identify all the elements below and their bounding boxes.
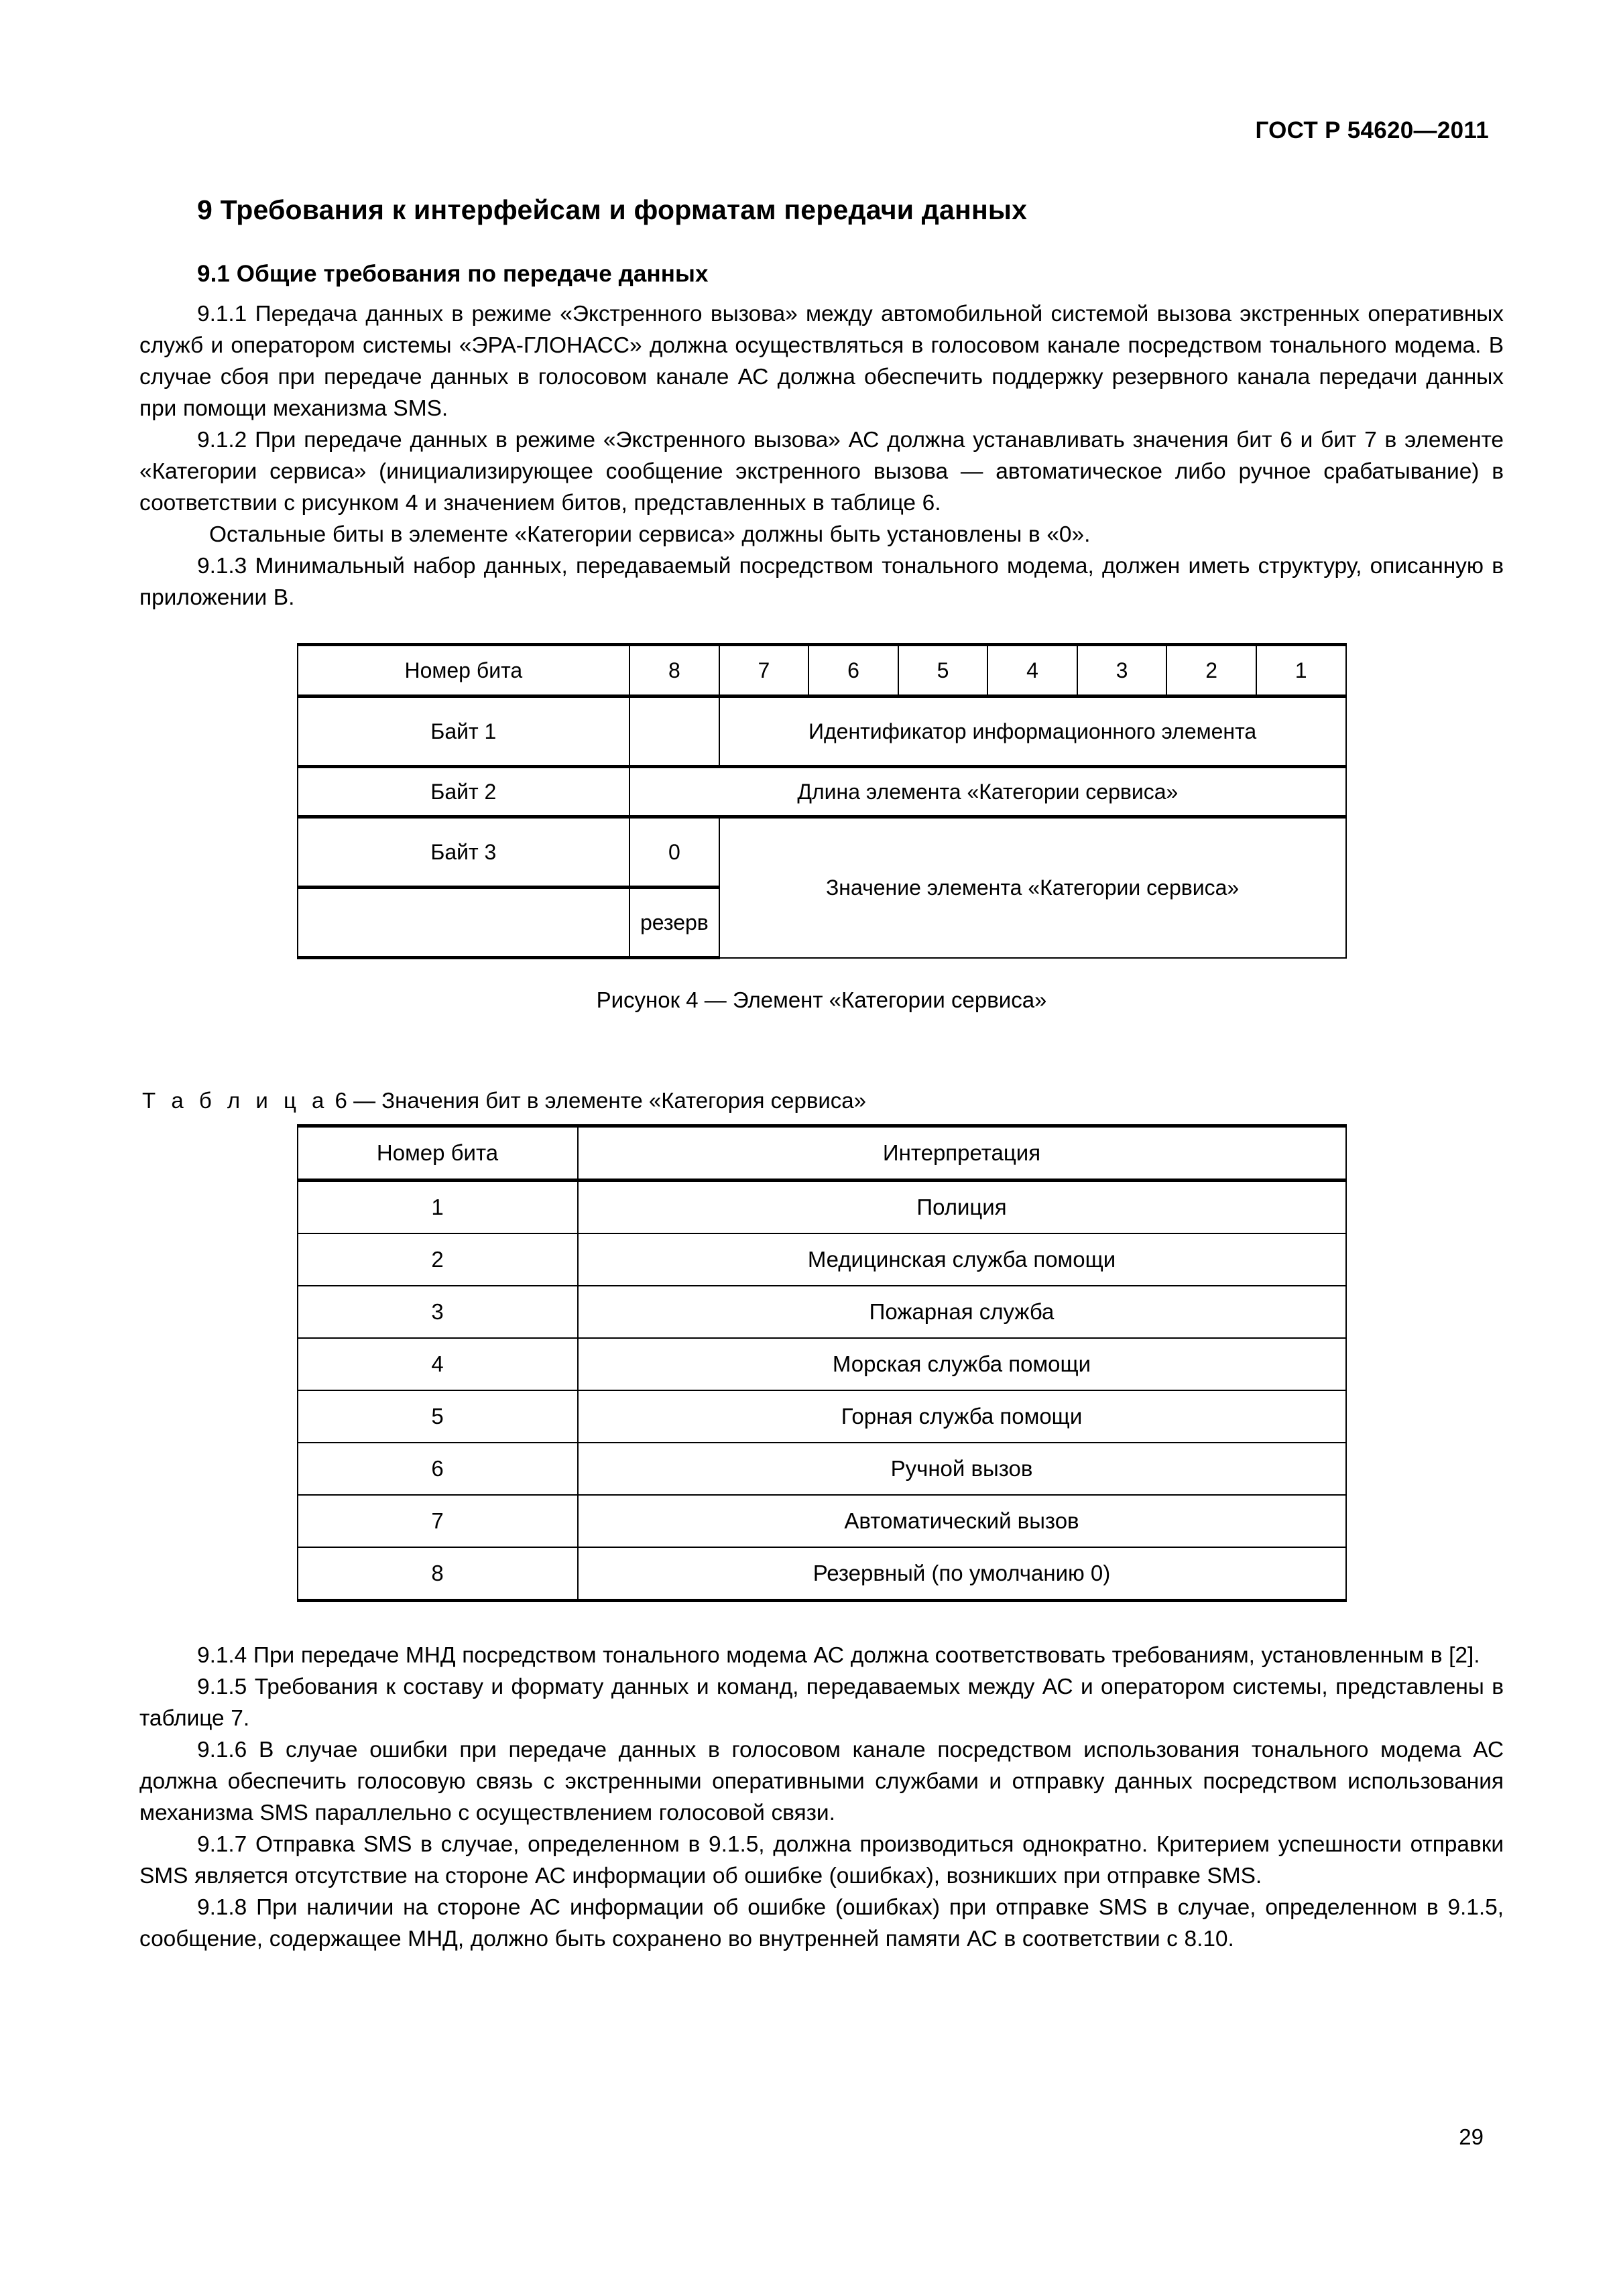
byte-1-label: Байт 1 (298, 697, 630, 767)
table-row (298, 1286, 1346, 1338)
bit-header-4: 4 (987, 645, 1077, 697)
table-row (298, 1390, 1346, 1443)
table-6-bit: 8 (298, 1547, 578, 1601)
byte-4-bit8: резерв (629, 888, 719, 958)
page-number: 29 (1459, 2124, 1484, 2149)
paragraph-9-1-4: 9.1.4 При передаче МНД посредством тонального модема АС должна соответствовать требованиям, установленным в [2]. (197, 1643, 1480, 1668)
table-6-interpretation: Горная служба помощи (578, 1390, 1346, 1443)
paragraph-9-1-5: 9.1.5 Требования к составу и формату данных и команд, передаваемых между АС и оператором системы, представлены в таблице 7. (139, 1675, 1504, 1731)
bit-header-2: 2 (1166, 645, 1256, 697)
bit-number-header: Номер бита (298, 645, 630, 697)
table-6-caption-prefix: Т а б л и ц а (142, 1088, 329, 1113)
bit-header-5: 5 (898, 645, 988, 697)
table-6 (139, 1124, 1504, 1602)
byte-2-label: Байт 2 (298, 767, 630, 817)
table-6-caption-number: 6 (335, 1088, 347, 1113)
table-row (298, 817, 1346, 888)
bit-header-8: 8 (629, 645, 719, 697)
table-6-interpretation: Ручной вызов (578, 1443, 1346, 1495)
figure-4-table (297, 643, 1347, 959)
table-6-bit: 2 (298, 1233, 578, 1286)
paragraph-9-1-1: 9.1.1 Передача данных в режиме «Экстренного вызова» между автомобильной системой вызова экстренных оперативных служб и оператором системы «ЭРА-ГЛОНАСС» должна осуществляться в голосовом канале посредством тонального модема. В случае сбоя при передаче данных в голосовом канале АС должна обеспечить поддержку резервного канала передачи данных при помощи механизма SMS. (139, 302, 1504, 421)
paragraph-9-1-7: 9.1.7 Отправка SMS в случае, определенном в 9.1.5, должна производиться однократно. Критерием успешности отправки SMS является отсутствие на стороне АС информации об ошибке (ошибках), возникших при отправке SMS. (139, 1832, 1504, 1888)
table-row (298, 645, 1346, 697)
running-header: ГОСТ Р 54620—2011 (1255, 117, 1489, 143)
table-6-interpretation: Резервный (по умолчанию 0) (578, 1547, 1346, 1601)
bit-header-1: 1 (1256, 645, 1346, 697)
table-6-interpretation: Пожарная служба (578, 1286, 1346, 1338)
table-6-interpretation: Полиция (578, 1181, 1346, 1234)
table-6-caption (139, 1088, 1504, 1113)
tail-paragraphs (139, 1640, 1504, 1955)
table-6-col-header-interpretation: Интерпретация (578, 1126, 1346, 1181)
table-row (298, 1547, 1346, 1601)
subsection-title: 9.1 Общие требования по передаче данных (197, 261, 709, 287)
table-6-bit: 1 (298, 1181, 578, 1234)
byte-3-label: Байт 3 (298, 817, 630, 888)
paragraph-9-1-8: 9.1.8 При наличии на стороне АС информации об ошибке (ошибках) при отправке SMS в случае, определенном в 9.1.5, сообщение, содержащее МНД, должно быть сохранено во внутренней памяти АС в соответствии с 8.10. (139, 1895, 1504, 1951)
table-row (298, 1495, 1346, 1547)
table-row (298, 1126, 1346, 1181)
table-6-caption-rest: — Значения бит в элементе «Категория сервиса» (353, 1088, 867, 1113)
table-6-grid (297, 1124, 1347, 1602)
byte-3-value: Значение элемента «Категории сервиса» (719, 817, 1346, 958)
paragraph-9-1-6: 9.1.6 В случае ошибки при передаче данных в голосовом канале посредством использования тонального модема АС должна обеспечить голосовую связь с экстренными оперативными службами и отправку данных посредством использования механизма SMS параллельно с осуществлением голосовой связи. (139, 1738, 1504, 1825)
bit-header-3: 3 (1077, 645, 1167, 697)
table-row (298, 697, 1346, 767)
figure-4 (139, 643, 1504, 959)
table-6-bit: 6 (298, 1443, 578, 1495)
table-6-bit: 7 (298, 1495, 578, 1547)
table-6-interpretation: Морская служба помощи (578, 1338, 1346, 1390)
section-title: 9 Требования к интерфейсам и форматам передачи данных (197, 194, 1028, 225)
byte-1-bit8 (629, 697, 719, 767)
bit-header-7: 7 (719, 645, 809, 697)
byte-3-bit8: 0 (629, 817, 719, 888)
table-row (298, 1233, 1346, 1286)
byte-2-value: Длина элемента «Категории сервиса» (629, 767, 1345, 817)
paragraph-9-1-3: 9.1.3 Минимальный набор данных, передаваемый посредством тонального модема, должен иметь структуру, описанную в приложении В. (139, 554, 1504, 610)
table-6-col-header-bit: Номер бита (298, 1126, 578, 1181)
table-row (298, 1181, 1346, 1234)
page-content (139, 194, 1504, 1955)
paragraph-9-1-2-note: Остальные биты в элементе «Категории сервиса» должны быть установлены в «0». (209, 522, 1091, 547)
table-6-bit: 3 (298, 1286, 578, 1338)
figure-4-caption: Рисунок 4 — Элемент «Категории сервиса» (596, 987, 1047, 1012)
table-6-interpretation: Медицинская служба помощи (578, 1233, 1346, 1286)
byte-1-value: Идентификатор информационного элемента (719, 697, 1346, 767)
table-6-interpretation: Автоматический вызов (578, 1495, 1346, 1547)
byte-4-label (298, 888, 630, 958)
table-row (298, 1443, 1346, 1495)
table-row (298, 1338, 1346, 1390)
table-row (298, 767, 1346, 817)
bit-header-6: 6 (808, 645, 898, 697)
paragraph-9-1-2: 9.1.2 При передаче данных в режиме «Экстренного вызова» АС должна устанавливать значения бит 6 и бит 7 в элементе «Категории сервиса» (инициализирующее сообщение экстренного вызова — автоматическое либо ручное срабатывание) в соответствии с рисунком 4 и значением битов, представленных в таблице 6. (139, 428, 1504, 516)
table-6-bit: 5 (298, 1390, 578, 1443)
table-6-bit: 4 (298, 1338, 578, 1390)
